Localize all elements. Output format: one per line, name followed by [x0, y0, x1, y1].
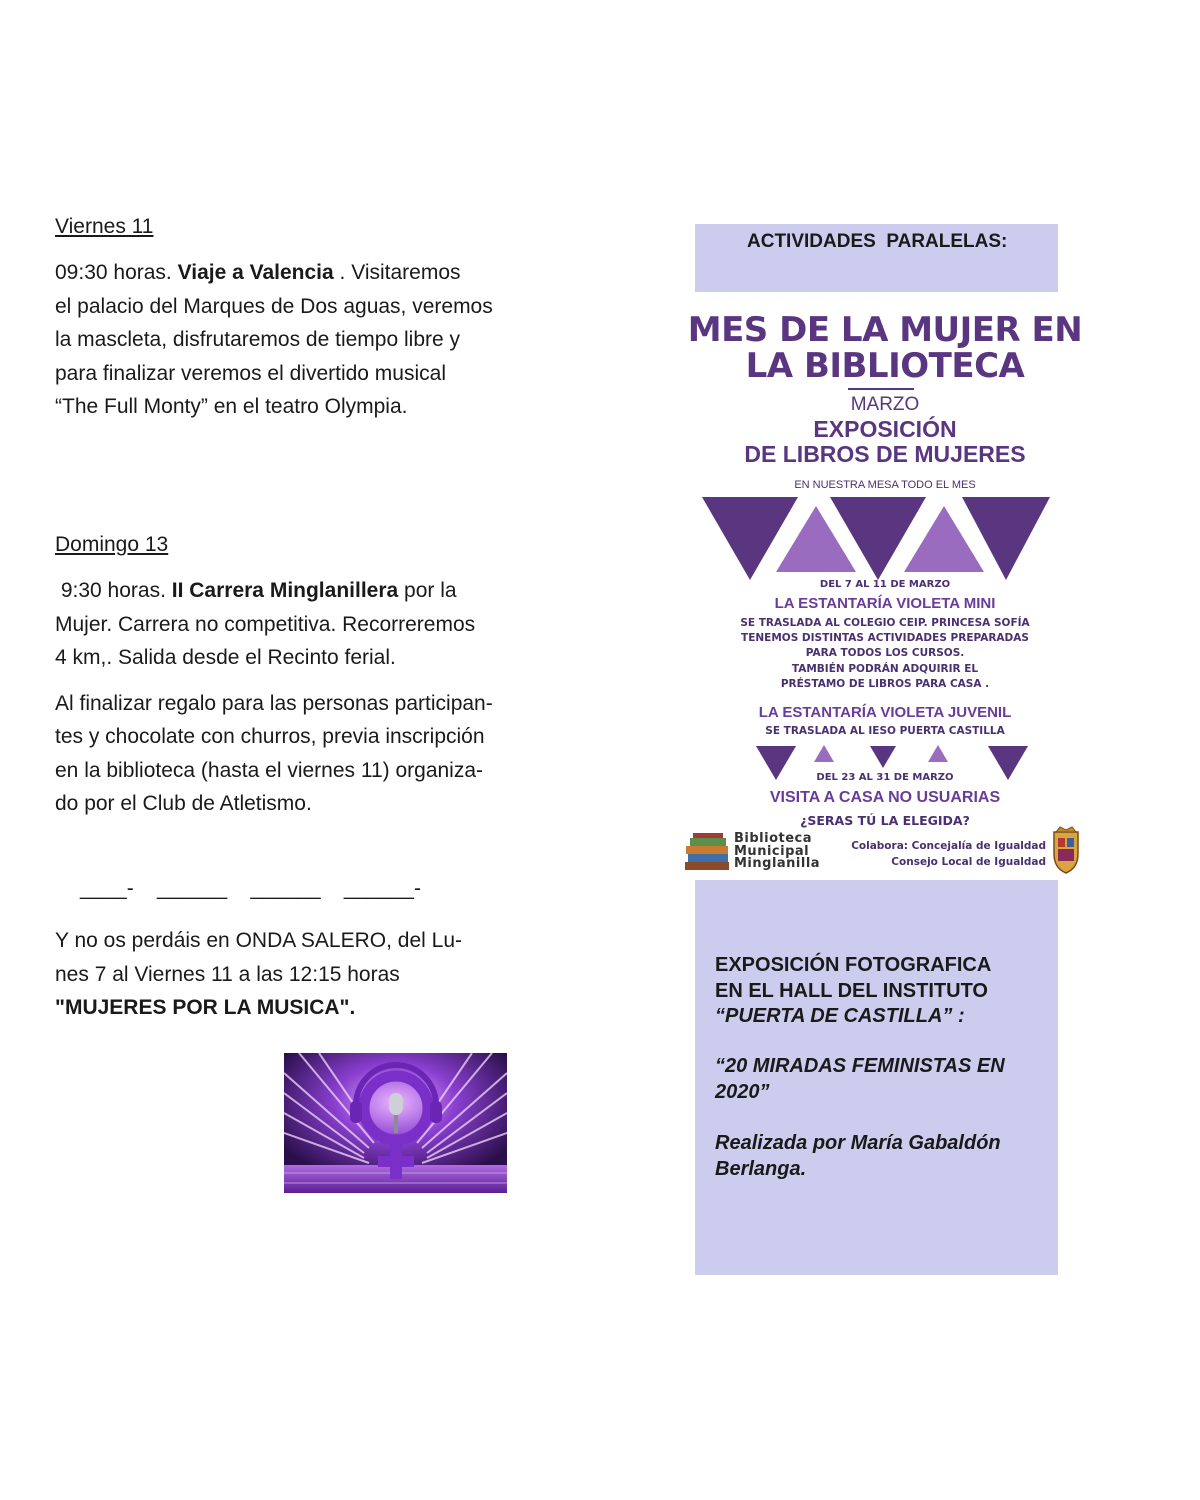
sunday-line: tes y chocolate con churros, previa inscripción [55, 725, 485, 748]
sunday-line: en la biblioteca (hasta el viernes 11) organiza- [55, 758, 484, 782]
poster-mini-line: SE TRASLADA AL COLEGIO CEIP. PRINCESA SOFÍA [740, 617, 1030, 629]
library-name-line: Minglanilla [734, 856, 821, 871]
friday-time: 09:30 horas. [55, 261, 172, 284]
photo-exhibition-box [695, 880, 1058, 1275]
photo-exhibition-heading [715, 953, 991, 1030]
photo-exhibition-credit [715, 1131, 1001, 1182]
activities-header-box [695, 224, 1058, 292]
poster-note: EN NUESTRA MESA TODO EL MES [794, 479, 976, 491]
photo-exhibition-quote-line: “20 MIRADAS FEMINISTAS EN [715, 1055, 1005, 1077]
poster-mini-line: PARA TODOS LOS CURSOS. [805, 647, 965, 660]
poster-visit-title: VISITA A CASA NO USUARIAS [769, 789, 1001, 806]
triangles-decoration [680, 492, 1090, 587]
radio-title: "MUJERES POR LA MUSICA". [55, 996, 356, 1019]
library-name [734, 833, 820, 871]
colabora-text [840, 838, 1046, 870]
radio-text [55, 924, 525, 1025]
friday-title: Viaje a Valencia [177, 261, 334, 284]
sunday-line: do por el Club de Atletismo. [55, 792, 312, 815]
photo-exhibition-quote [715, 1054, 1005, 1105]
poster-month: MARZO [850, 394, 920, 415]
poster-title-line-1: MES DE LA MUJER EN [687, 310, 1083, 350]
poster-mini-line: TENEMOS DISTINTAS ACTIVIDADES PREPARADAS [741, 632, 1029, 645]
books-stack-icon [683, 832, 731, 872]
poster-exhibit-line-1: EXPOSICIÓN [813, 416, 957, 442]
sunday-text-2 [55, 687, 525, 821]
friday-line: la mascleta, disfrutaremos de tiempo libre y [55, 328, 460, 351]
separator-line: ____- ______ ______ ______- [80, 877, 421, 900]
poster-mini-lines [680, 616, 1090, 692]
poster-title-line-2: LA BIBLIOTECA [745, 346, 1025, 386]
library-name-line: Municipal [734, 843, 810, 859]
friday-section [55, 210, 525, 424]
poster-visit-question: ¿SERAS TÚ LA ELEGIDA? [800, 813, 970, 828]
sunday-heading: Domingo 13 [55, 533, 169, 556]
library-poster [680, 292, 1090, 880]
photo-exhibition-line: “PUERTA DE CASTILLA” : [715, 1005, 965, 1027]
poster-juvenil-title: LA ESTANTARÍA VIOLETA JUVENIL [758, 704, 1012, 721]
sunday-text [55, 574, 525, 675]
sunday-line: Al finalizar regalo para las personas participan- [55, 691, 493, 715]
colabora-line: Consejo Local de Igualdad [891, 856, 1046, 868]
poster-juvenil-line: SE TRASLADA AL IESO PUERTA CASTILLA [765, 725, 1005, 737]
coat-of-arms-icon [1046, 826, 1086, 876]
friday-text [55, 256, 525, 424]
colabora-line: Colabora: Concejalía de Igualdad [851, 840, 1046, 852]
sunday-line: Mujer. Carrera no competitiva. Recorreremos [55, 612, 476, 636]
friday-line: “The Full Monty” en el teatro Olympia. [55, 395, 408, 418]
library-name-line: Biblioteca [734, 831, 813, 846]
photo-exhibition-credit-line: Berlanga. [715, 1157, 807, 1180]
radio-line: Y no os perdáis en ONDA SALERO, del Lu- [55, 929, 462, 952]
photo-exhibition-line: EXPOSICIÓN FOTOGRAFICA [715, 954, 992, 976]
activities-header: ACTIVIDADES PARALELAS: [747, 231, 1008, 252]
friday-line: . Visitaremos [339, 261, 461, 284]
photo-exhibition-line: EN EL HALL DEL INSTITUTO [715, 979, 988, 1002]
poster-exhibit-line-2: DE LIBROS DE MUJERES [744, 441, 1026, 467]
radio-section [55, 924, 525, 1025]
sunday-line: por la [404, 579, 457, 602]
sunday-title: II Carrera Minglanillera [171, 579, 399, 602]
female-symbol-microphone-icon [284, 1053, 507, 1193]
poster-date-1: DEL 7 AL 11 DE MARZO [819, 579, 951, 590]
music-illustration [284, 1053, 507, 1193]
friday-line: para finalizar veremos el divertido musical [55, 361, 446, 385]
sunday-line: 4 km,. Salida desde el Recinto ferial. [55, 646, 396, 669]
photo-exhibition-credit-line: Realizada por María Gabaldón [715, 1132, 1001, 1154]
poster-mini-title: LA ESTANTARÍA VIOLETA MINI [774, 595, 996, 612]
photo-exhibition-quote-line: 2020” [715, 1080, 770, 1103]
sunday-section [55, 528, 525, 821]
poster-mini-line: PRÉSTAMO DE LIBROS PARA CASA . [780, 677, 990, 690]
friday-heading: Viernes 11 [55, 215, 154, 238]
radio-line: nes 7 al Viernes 11 a las 12:15 horas [55, 962, 400, 986]
friday-line: el palacio del Marques de Dos aguas, veremos [55, 294, 493, 318]
poster-divider [848, 388, 914, 390]
sunday-time: 9:30 horas. [60, 579, 166, 602]
poster-date-2: DEL 23 AL 31 DE MARZO [816, 772, 954, 783]
poster-mini-line: TAMBIÉN PODRÁN ADQUIRIR EL [791, 662, 979, 675]
